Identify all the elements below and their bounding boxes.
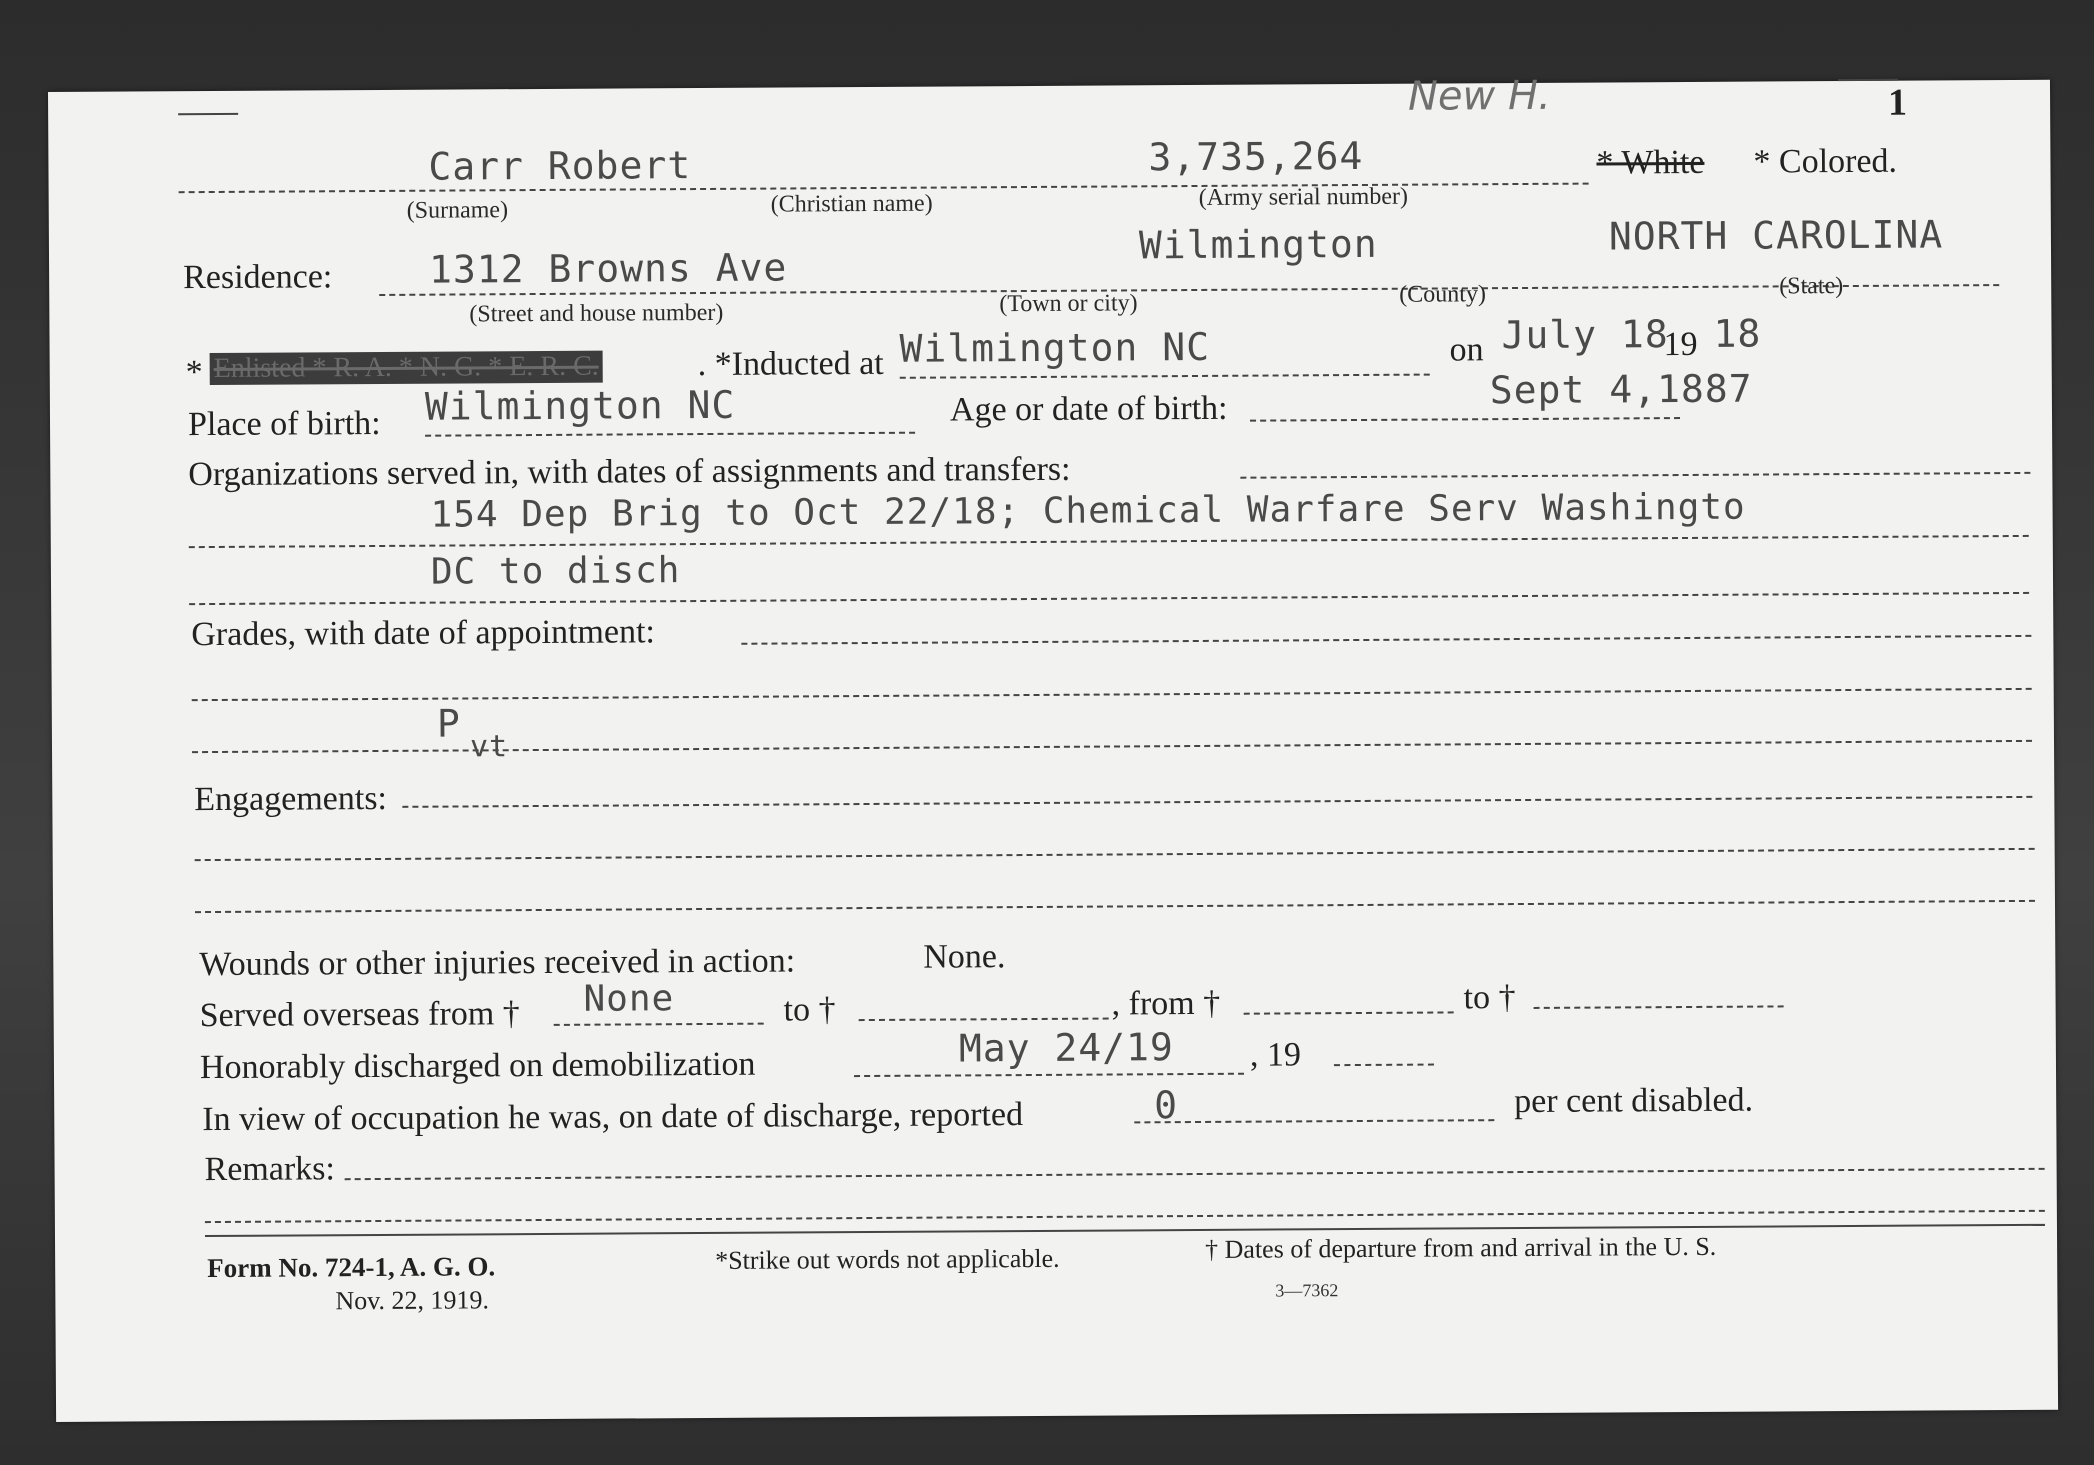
year-prefix: 19: [1663, 325, 1698, 364]
inducted-label: . *Inducted at: [697, 344, 884, 384]
induction-year-value: 18: [1713, 311, 1762, 356]
on-label: on: [1449, 331, 1484, 369]
engagements-label: Engagements:: [194, 779, 388, 819]
remarks-line-0: [345, 1168, 2045, 1180]
age-line: [1250, 417, 1680, 422]
state-value: NORTH CAROLINA: [1608, 212, 1944, 259]
surname-value: Carr Robert: [428, 143, 692, 189]
discharge-label: Honorably discharged on demobilization: [199, 1045, 756, 1087]
discharge-line: [854, 1073, 1244, 1077]
disability-line: [1134, 1119, 1494, 1123]
overseas-from-line-2: [1244, 1011, 1454, 1014]
white-label: * White: [1596, 143, 1705, 182]
place-of-birth-label: Place of birth:: [187, 404, 381, 444]
organizations-label: Organizations served in, with dates of assignments and transfers:: [188, 450, 1071, 494]
place-of-birth-value: Wilmington NC: [424, 382, 736, 429]
surname-label: (Surname): [406, 197, 509, 224]
wounds-value: None.: [923, 938, 1006, 976]
card-number: 1: [1887, 81, 1908, 124]
place-of-birth-line: [425, 432, 915, 437]
engagements-line-1: [195, 848, 2035, 861]
street-value: 1312 Browns Ave: [428, 245, 788, 292]
discharge-year-label: , 19: [1249, 1036, 1302, 1074]
disability-value: 0: [1154, 1083, 1179, 1128]
remarks-line-1: [205, 1210, 2045, 1223]
street-label: (Street and house number): [469, 299, 724, 328]
remarks-label: Remarks:: [204, 1150, 336, 1189]
organizations-line1-value: 154 Dep Brig to Oct 22/18; Chemical Warfare Serv Washingto: [430, 486, 1746, 536]
service-record-card: [48, 72, 2058, 1422]
discharge-value: May 24/19: [958, 1025, 1174, 1071]
organizations-line2-value: DC to disch: [430, 550, 681, 593]
serial-number-label: (Army serial number): [1198, 183, 1409, 211]
engagements-line-0: [402, 796, 2032, 808]
engagements-line-2: [195, 900, 2035, 913]
organizations-line-2: [189, 592, 2029, 605]
induction-date-value: July 18: [1501, 312, 1669, 358]
form-number: Form No. 724-1, A. G. O.: [207, 1251, 496, 1284]
christian-name-label: (Christian name): [770, 190, 933, 218]
top-left-rule: [178, 113, 238, 115]
print-code: 3—7362: [1275, 1280, 1339, 1301]
age-label: Age or date of birth:: [949, 389, 1228, 429]
inducted-value: Wilmington NC: [899, 324, 1211, 371]
overseas-from-line: [554, 1023, 764, 1026]
overseas-to-label-2: to †: [1463, 979, 1516, 1017]
organizations-line-0: [1240, 472, 2030, 479]
dates-note: † Dates of departure from and arrival in the U. S.: [1205, 1231, 1717, 1264]
town-label: (Town or city): [999, 290, 1138, 318]
overseas-to-line-1: [859, 1018, 1109, 1022]
grades-line-0: [741, 635, 2031, 645]
serial-number-value: 3,735,264: [1148, 133, 1364, 180]
strike-out-note: *Strike out words not applicable.: [715, 1243, 1060, 1275]
grade-p-value: P: [436, 701, 461, 746]
overseas-to-label-1: to †: [783, 991, 836, 1029]
form-date: Nov. 22, 1919.: [335, 1285, 490, 1316]
wounds-label: Wounds or other injuries received in action:: [199, 942, 796, 984]
disability-label: In view of occupation he was, on date of discharge, reported: [202, 1096, 1024, 1139]
overseas-from-label-2: , from †: [1111, 984, 1221, 1023]
overseas-to-line-2: [1534, 1005, 1784, 1009]
inducted-line: [900, 374, 1430, 379]
organizations-line-1: [189, 535, 2029, 548]
grades-label: Grades, with date of appointment:: [191, 613, 656, 654]
county-label: (County): [1399, 281, 1487, 308]
enlisted-label: Enlisted * R. A. * N. G. * E. R. C.: [210, 351, 603, 385]
town-value: Wilmington: [1138, 221, 1378, 268]
overseas-value: None: [583, 978, 675, 1020]
handwritten-note: New H.: [1407, 72, 1551, 120]
overseas-label: Served overseas from †: [199, 995, 520, 1035]
residence-label: Residence:: [183, 258, 333, 297]
colored-label: * Colored.: [1753, 142, 1898, 181]
disability-suffix: per cent disabled.: [1514, 1081, 1754, 1121]
enlisted-star: *: [185, 354, 203, 392]
footer-rule: [205, 1224, 2045, 1237]
grades-line-1: [192, 688, 2032, 701]
grades-line-2: [192, 740, 2032, 753]
grade-vt-value: vt: [469, 729, 509, 765]
state-label: (State): [1779, 273, 1844, 300]
age-value: Sept 4,1887: [1489, 366, 1753, 413]
discharge-year-line: [1334, 1064, 1434, 1067]
